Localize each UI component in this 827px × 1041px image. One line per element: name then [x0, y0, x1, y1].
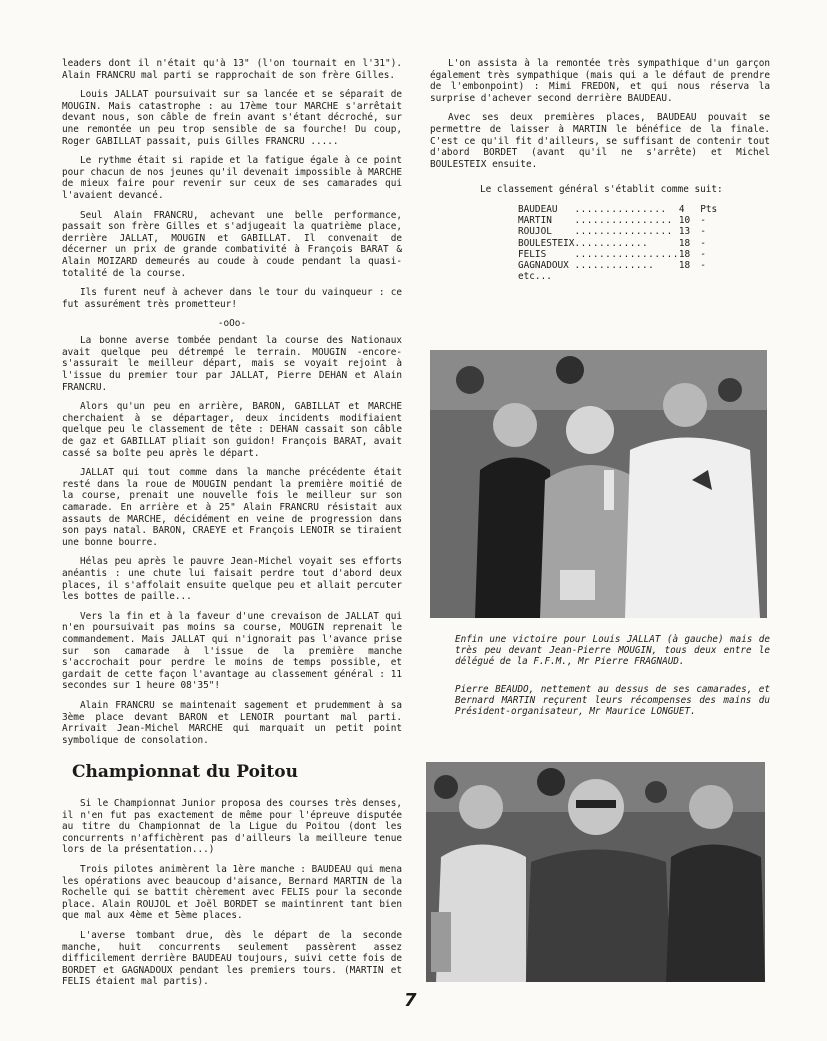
standings-row [518, 260, 717, 271]
paragraph: Alain FRANCRU se maintenait sagement et prudemment à sa 3ème place devant BARON et LENOIR pourtant mal parti. Arrivait Jean-Michel MARCHE qui marquait un petit point symbolique de consolation. [62, 699, 402, 746]
standings-intro: Le classement général s'établit comme suit: [480, 184, 723, 196]
standings-dots: ................ [574, 226, 673, 238]
standings-name: GAGNADOUX [518, 259, 569, 271]
section-separator: -oOo- [217, 318, 247, 330]
standings-points: 18 [678, 248, 691, 260]
paragraph: Louis JALLAT poursuivait sur sa lancée et se séparait de MOUGIN. Mais catastrophe : au 17ème tour MARCHE s'arrêtait devant nous, son câble de frein avant s'étant décroché, sur une remontée un peu trop sensible de sa fourche! Du coup, Roger GABILLAT passait, puis Gilles FRANCRU ..... [62, 89, 402, 147]
standings-points: 4 [678, 203, 685, 215]
paragraph: Seul Alain FRANCRU, achevant une belle performance, passait son frère Gilles et s'adjugeait la quatrième place, derrière JALLAT, MOUGIN et GABILLAT. Il convenait de décerner un prix de grande combativité à François BARAT & Alain MOIZARD demeurés au coude à coude pendant la quasi-totalité de la course. [62, 209, 402, 279]
paragraph: Si le Championnat Junior proposa des courses très denses, il n'en fut pas exactement de même pour l'épreuve disputée au titre du Championnat de la Ligue du Poitou (dont les concurrents n'affichèrent pas d'ailleurs la meilleure tenue lors de la présentation...) [62, 798, 402, 856]
standings-unit: - [700, 248, 706, 260]
standings-name: BOULESTEIX [518, 237, 575, 249]
standings-row [518, 215, 717, 226]
standings-row [518, 249, 717, 260]
standings-row [518, 238, 717, 249]
paragraph: Alors qu'un peu en arrière, BARON, GABILLAT et MARCHE cherchaient à se départager, deux incidents modifiaient quelque peu le classement de tête : DEHAN cassait son câble de gaz et GABILLAT pliait son guidon! François BARAT, avait cassé sa boîte peu après le départ. [62, 401, 402, 459]
photo-illustration [426, 762, 765, 982]
standings-unit: Pts [700, 203, 718, 215]
paragraph: Avec ses deux premières places, BAUDEAU pouvait se permettre de laisser à MARTIN le bénéfice de la finale. C'est ce qu'il fit d'ailleurs, se suffisant de contenir tout d'abord BORDET (avant qu'il ne s'arrête) et Michel BOULESTEIX ensuite. [430, 112, 770, 170]
section-heading [72, 762, 298, 782]
photo-caption: Pierre BEAUDO, nettement au dessus de ses camarades, et Bernard MARTIN reçurent leurs récompenses des mains du Président-organisateur, Mr Maurice LONGUET. [455, 684, 770, 718]
standings-name: BAUDEAU [518, 203, 558, 215]
paragraph: JALLAT qui tout comme dans la manche précédente était resté dans la roue de MOUGIN pendant la première moitié de la course, prenait une nouvelle fois le meilleur sur son camarade. En arrière et à 25" Alain FRANCRU résistait aux assauts de MARCHE, décidément en veine de progression dans son pays natal. BARON, CRAEYE et François LENOIR se tiraient une bonne bourre. [62, 467, 402, 548]
heading-title: Championnat du Poitou [72, 762, 298, 782]
award-photo-poitou [426, 762, 765, 982]
paragraph: L'on assista à la remontée très sympathique d'un garçon également très sympathique (mais qui a le défaut de prendre de l'embonpoint) : Mimi FREDON, et qui nous réserva la surprise d'achever second derrière BAUDEAU. [430, 58, 770, 104]
standings-row [518, 226, 717, 237]
standings-points: 10 [678, 215, 691, 227]
paragraph: La bonne averse tombée pendant la course des Nationaux avait quelque peu détrempé le terrain. MOUGIN -encore- s'assurait le meilleur départ, mais se voyait rejoint à l'issue du premier tour par JALLAT, Pierre DEHAN et Alain FRANCRU. [62, 335, 402, 393]
standings-unit: - [700, 215, 706, 227]
standings-points: 18 [678, 259, 691, 271]
standings-dots: ............... [574, 203, 667, 215]
standings-points: 13 [678, 226, 691, 238]
standings-unit: - [700, 259, 706, 271]
paragraph: L'averse tombant drue, dès le départ de la seconde manche, huit concurrents seulement passèrent assez difficilement derrière BAUDEAU toujours, suivi cette fois de BORDET et GAGNADOUX pendant les premiers tours. (MARTIN et FELIS étaient mal partis). [62, 929, 402, 988]
standings-dots: ............ [574, 237, 649, 249]
paragraph: Trois pilotes animèrent la 1ère manche : BAUDEAU qui mena les opérations avec beaucoup d'aisance, Bernard MARTIN de la Rochelle qui se battit chèrement avec FELIS pour la seconde place. Alain ROUJOL et Joël BORDET se maintinrent tant bien que mal aux 4ème et 5ème places. [62, 863, 402, 922]
standings-dots: ................ [574, 215, 673, 227]
paragraph: leaders dont il n'était qu'à 13" (l'on tournait en l'31"). Alain FRANCRU mal parti se rapprochait de son frère Gilles. [62, 58, 402, 81]
paragraph: Hélas peu après le pauvre Jean-Michel voyait ses efforts anéantis : une chute lui faisait perdre tout d'abord deux places, il s'affolait ensuite quelque peu et allait percuter les bottes de paille... [62, 556, 402, 603]
award-photo-jallat [430, 350, 767, 618]
standings-dots: ................. [574, 248, 679, 260]
standings-name: ROUJOL [518, 226, 552, 238]
standings-etc: etc... [518, 271, 552, 283]
standings-unit: - [700, 237, 706, 249]
standings-name: FELIS [518, 248, 547, 260]
paragraph: Vers la fin et à la faveur d'une crevaison de JALLAT qui n'en poursuivait pas moins sa course, MOUGIN reprenait le commandement. Mais JALLAT qui n'ignorait pas l'avance prise sur son camarade à l'issue de la première manche s'accrochait pour perdre le moins de temps possible, et gardait de cette façon l'avantage au classement général : 11 secondes sur 1 heure 08'35"! [62, 610, 402, 692]
standings-row [518, 204, 717, 215]
page-number: 7 [404, 990, 417, 1011]
standings-unit: - [700, 226, 706, 238]
standings-dots: ............. [574, 259, 655, 271]
photo-illustration [430, 350, 767, 618]
paragraph: Le rythme était si rapide et la fatigue égale à ce point pour chacun de nos jeunes qu'il devenait impossible à MARCHE de mieux faire pour revenir sur ceux de ses camarades qui l'avaient devancé. [62, 155, 402, 201]
left-column [62, 58, 402, 754]
poitou-column [62, 798, 402, 996]
standings-table [518, 204, 717, 271]
right-column [430, 58, 770, 282]
standings-name: MARTIN [518, 215, 552, 227]
standings-points: 18 [678, 237, 691, 249]
paragraph: Ils furent neuf à achever dans le tour du vainqueur : ce fut assurément très prometteur! [62, 287, 402, 310]
photo-caption: Enfin une victoire pour Louis JALLAT (à gauche) mais de très peu devant Jean-Pierre MOUGIN, tous deux entre le délégué de la F.F.M., Mr Pierre FRAGNAUD. [455, 634, 770, 668]
